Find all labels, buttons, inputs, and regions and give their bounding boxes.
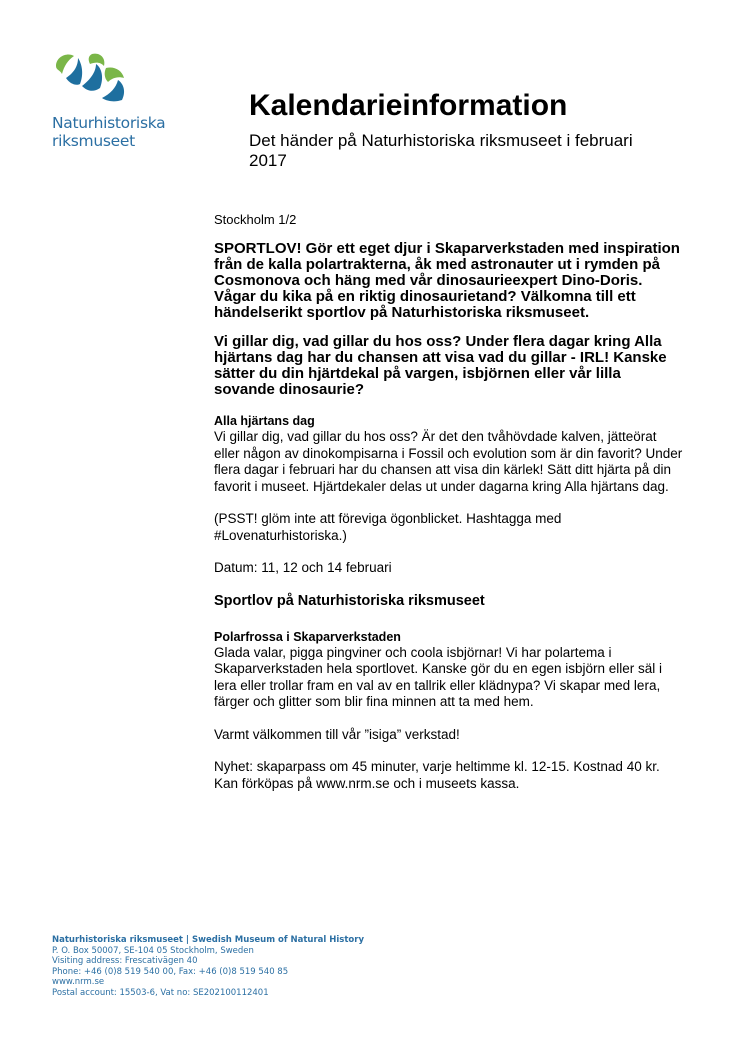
logo-text-line1: Naturhistoriska (52, 114, 166, 132)
museum-logo (52, 50, 172, 150)
footer-website: www.nrm.se (52, 977, 105, 987)
footer (52, 935, 452, 998)
paragraph-workshop: Glada valar, pigga pingviner och coola isbjörnar! Vi har polartema i Skaparverkstaden hela sportlovet. Kanske gör du en egen isbjörn eller säl i lera eller trollar fram en val av en tallrik eller klädnypa? Vi skapar med lera, färger och glitter som blir fina minnen att ta med hem. (214, 644, 663, 709)
location-date: Stockholm 1/2 (214, 212, 297, 227)
page-title: Kalendarieinformation (249, 89, 568, 122)
paragraph-valentines: Vi gillar dig, vad gillar du hos oss? Är det den tvåhövdade kalven, jätteörat eller någon av dinokompisarna i Fossil och evolution som är din favorit? Under flera dagar i februari har du chansen att visa din kärlek! Sätt ditt hjärta på din favorit i museet. Hjärtdekaler delas ut under dagarna kring Alla hjärtans dag. (214, 429, 683, 494)
section-heading-valentines: Alla hjärtans dag (214, 414, 315, 428)
document-body (214, 212, 684, 808)
museum-leaf-logo-icon (52, 50, 128, 102)
footer-visiting-address: Visiting address: Frescativägen 40 (52, 956, 198, 966)
page-subtitle: Det händer på Naturhistoriska riksmuseet i februari 2017 (249, 131, 633, 170)
logo-text-line2: riksmuseet (52, 132, 135, 150)
section-title-sportlov: Sportlov på Naturhistoriska riksmuseet (214, 592, 485, 609)
footer-address: P. O. Box 50007, SE-104 05 Stockholm, Sweden (52, 945, 254, 956)
paragraph-psst: (PSST! glöm inte att föreviga ögonblicket. Hashtagga med #Lovenaturhistoriska.) (214, 511, 562, 543)
paragraph-date: Datum: 11, 12 och 14 februari (214, 560, 392, 575)
footer-phone: Phone: +46 (0)8 519 540 00, Fax: +46 (0)8 519 540 85 (52, 966, 289, 977)
lead-paragraph-1: SPORTLOV! Gör ett eget djur i Skaparverkstaden med inspiration från de kalla polartrakterna, åk med astronauter ut i rymden på Cosmonova och häng med vår dinosaurieexpert Dino-Doris. Vågar du kika på en riktig dinosaurietand? Välkomna till ett händelserikt sportlov på Naturhistoriska riksmuseet. (214, 240, 680, 321)
paragraph-news: Nyhet: skaparpass om 45 minuter, varje heltimme kl. 12-15. Kostnad 40 kr. Kan förköpas på www.nrm.se och i museets kassa. (214, 759, 660, 791)
footer-title: Naturhistoriska riksmuseet | Swedish Museum of Natural History (52, 935, 364, 945)
paragraph-welcome: Varmt välkommen till vår ”isiga” verkstad! (214, 726, 460, 742)
section-heading-workshop: Polarfrossa i Skaparverkstaden (214, 629, 401, 644)
lead-paragraph-2: Vi gillar dig, vad gillar du hos oss? Under flera dagar kring Alla hjärtans dag har du chansen att visa vad du gillar - IRL! Kanske sätter du din hjärtdekal på vargen, isbjörnen eller vår lilla sovande dinosaurie? (214, 333, 667, 398)
footer-postal-account: Postal account: 15503-6, Vat no: SE202100112401 (52, 987, 269, 998)
